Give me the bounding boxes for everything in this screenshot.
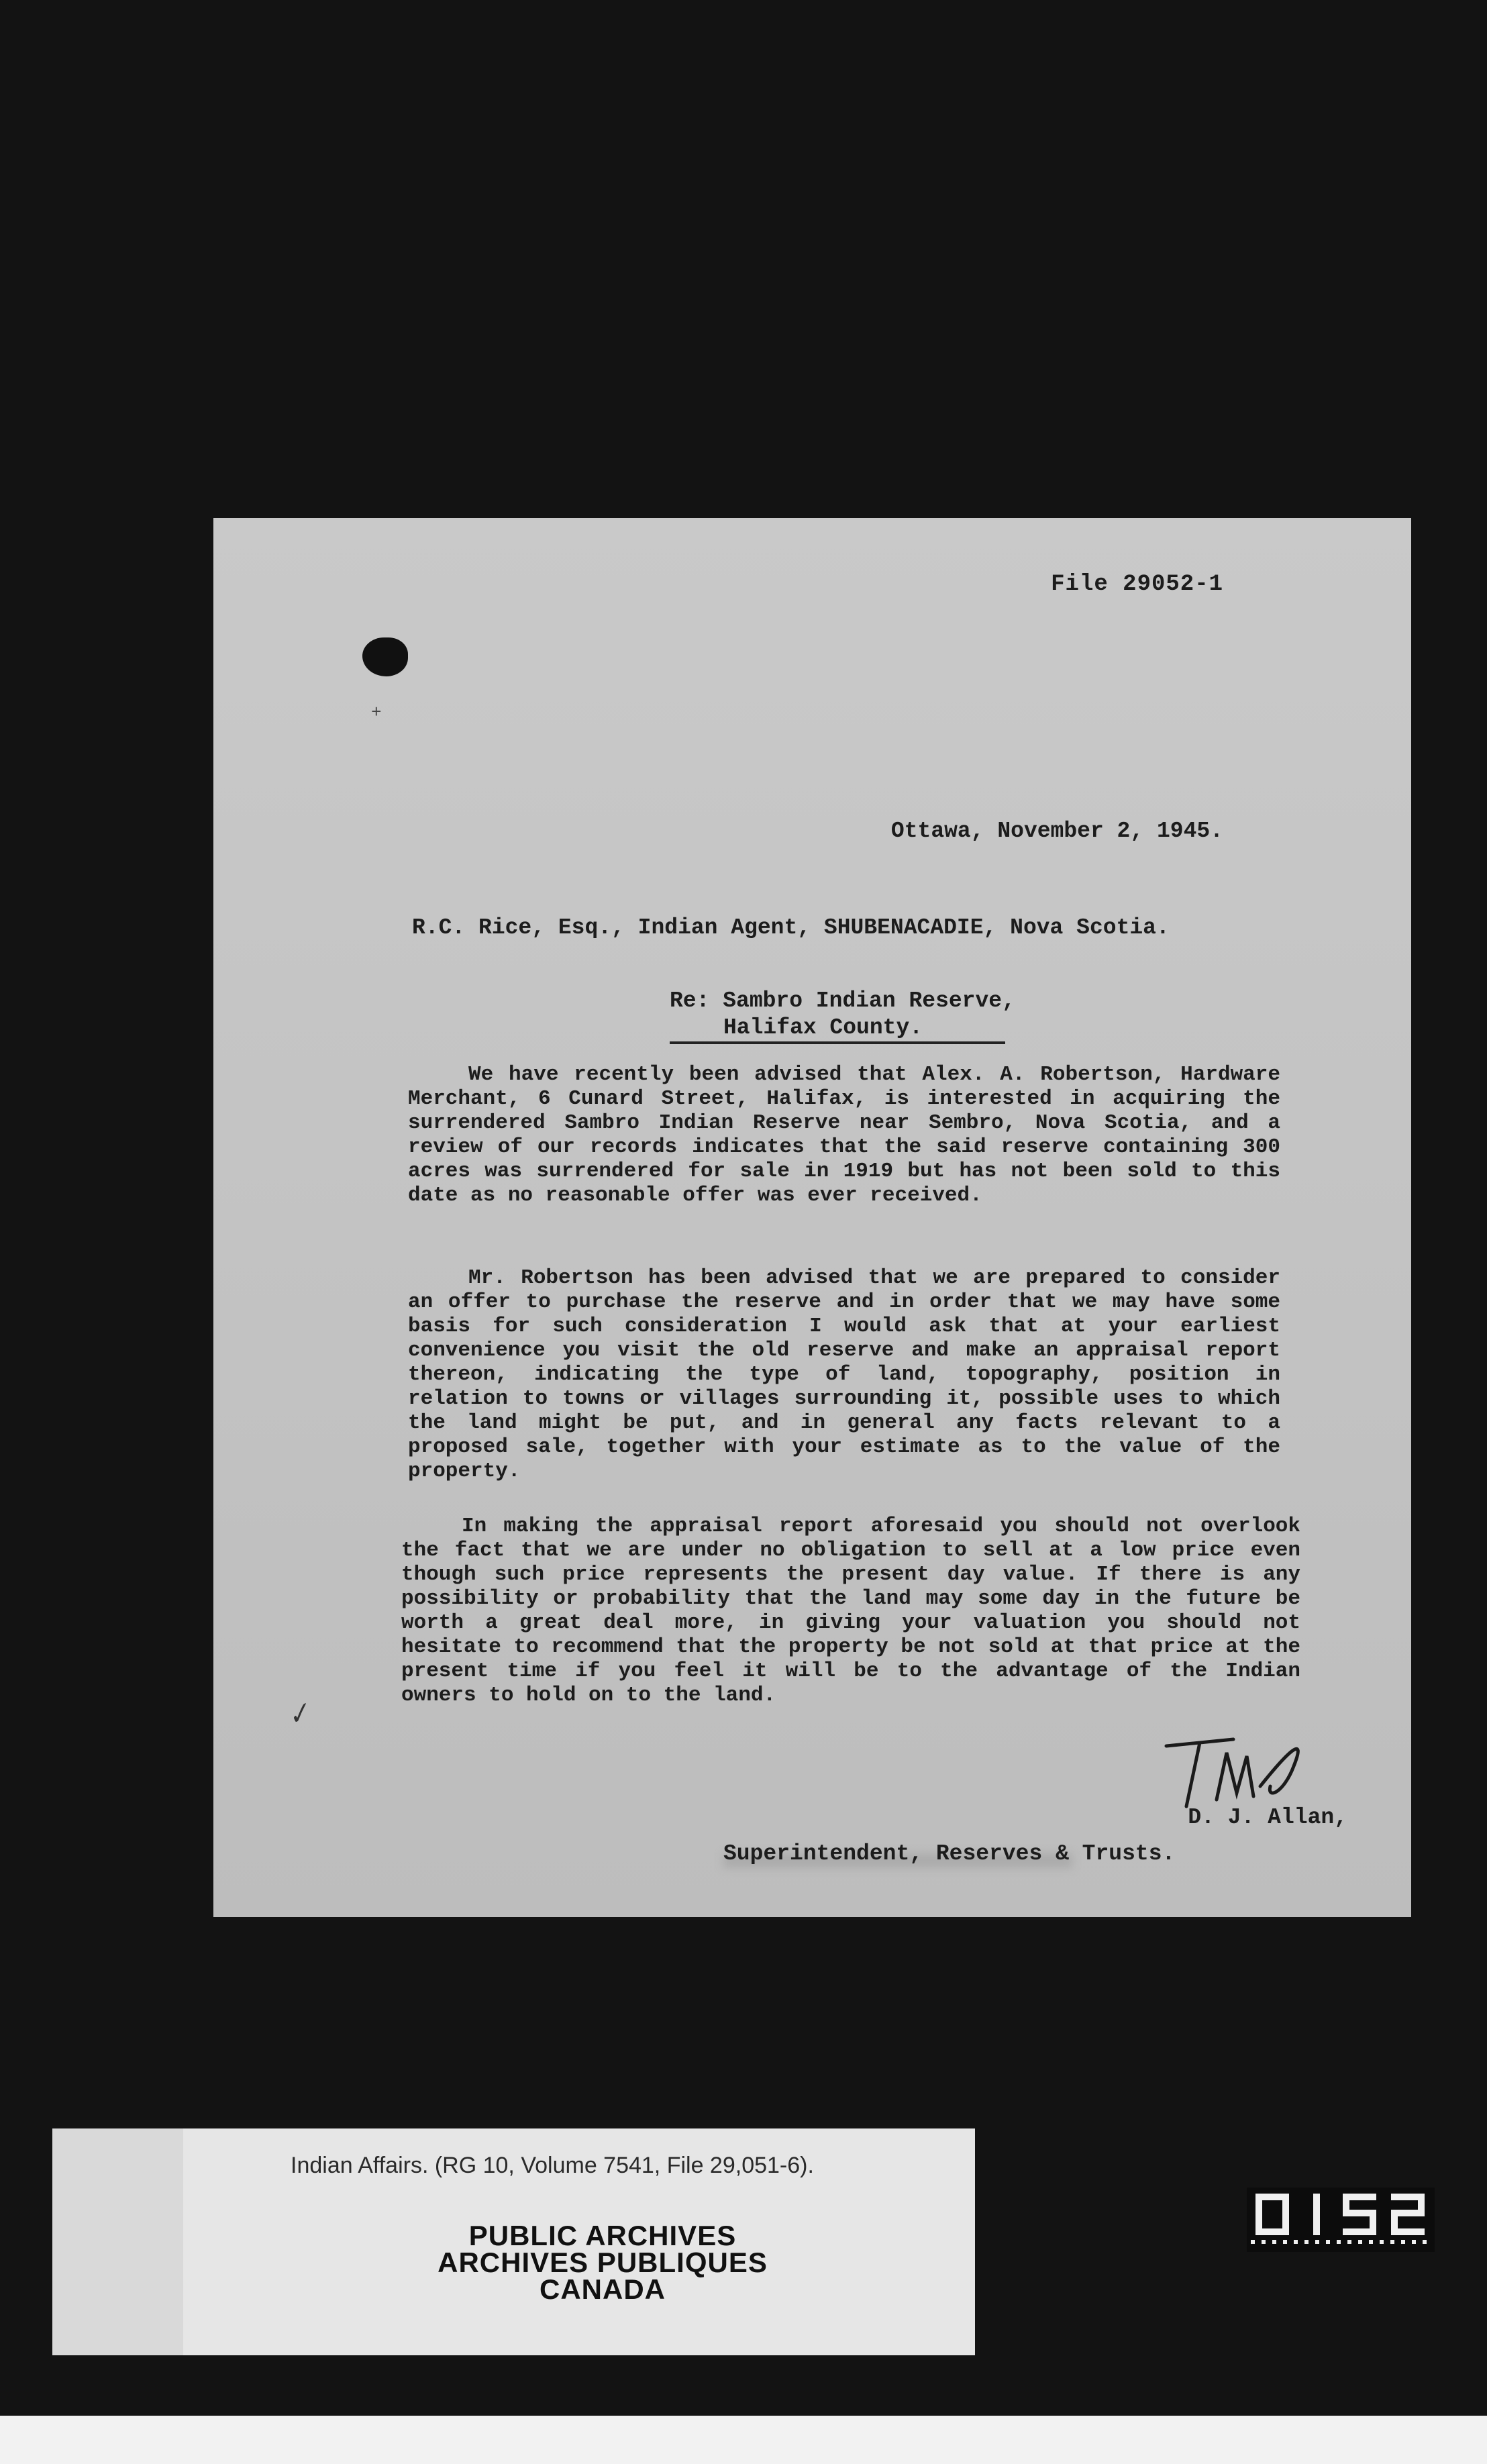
subject-line-2: Halifax County.: [670, 1015, 1005, 1044]
scan-margin: [0, 2416, 1487, 2464]
signatory-title: Superintendent, Reserves & Trusts.: [723, 1841, 1176, 1866]
ink-blot-mark: [362, 637, 408, 676]
recipient-address: R.C. Rice, Esq., Indian Agent, SHUBENACADIE, Nova Scotia.: [412, 915, 1170, 940]
margin-initials-mark: ✓: [283, 1696, 315, 1733]
archive-label-card: [52, 2128, 945, 2355]
subject-line-1: Re: Sambro Indian Reserve,: [670, 988, 1015, 1013]
paragraph-2-lead: Mr. Robertson has been advised that we are prepared to: [468, 1266, 1166, 1290]
paragraph-1-lead: We have recently been advised that Alex. A. Robertson,: [468, 1063, 1166, 1086]
frame-number-digits: [1247, 2188, 1435, 2252]
archive-stamp: [368, 2222, 837, 2303]
subject-line: [670, 988, 1015, 1044]
archive-stamp-line-2: ARCHIVES PUBLIQUES: [438, 2247, 768, 2278]
paragraph-3-body: the fact that we are under no obligation to sell at a low price even though such price represents the present day value. If there is any possibility or probability that the land may some day in the future be worth a great deal more, in giving your valuation you should not hesitate to recommend that the property be not sold at that price at the present time if you feel it will be to the advantage of the Indian owners to hold on to the land.: [401, 1539, 1300, 1707]
archive-stamp-line-3: CANADA: [540, 2273, 666, 2305]
archive-source-reference: Indian Affairs. (RG 10, Volume 7541, File 29,051-6).: [291, 2153, 814, 2178]
signature-block: [683, 1726, 1354, 1900]
paragraph-2-body: consider an offer to purchase the reserve and in order that we may have some basis for such consideration I would ask that at your earliest convenience you visit the old reserve and make an appraisal report thereon, indicating the type of land, topography, position in relation to towns or villages surrounding it, possible uses to which the land might be put, and in general any facts relevant to a proposed sale, together with your estimate as to the value of the property.: [408, 1266, 1280, 1483]
paragraph-3: [401, 1515, 1300, 1708]
paragraph-1-body: Hardware Merchant, 6 Cunard Street, Halifax, is interested in acquiring the surrendered Sambro Indian Reserve near Sembro, Nova Scotia, and a review of our records indicates that the said reserve containing 300 acres was surrendered for sale in 1919 but has not been sold to this date as no reasonable offer was ever received.: [408, 1063, 1280, 1207]
archive-stamp-line-1: PUBLIC ARCHIVES: [468, 2220, 737, 2251]
punch-mark: +: [371, 703, 382, 723]
paragraph-1: [408, 1063, 1280, 1208]
paragraph-3-lead: In making the appraisal report aforesaid you should not overlook: [462, 1515, 1300, 1538]
signatory-name: D. J. Allan,: [1188, 1805, 1347, 1830]
file-number: File 29052-1: [1051, 572, 1223, 597]
paragraph-2: [408, 1266, 1280, 1484]
dateline: Ottawa, November 2, 1945.: [890, 819, 1223, 843]
frame-number: [1247, 2188, 1435, 2252]
letter-page: [213, 518, 1411, 1917]
